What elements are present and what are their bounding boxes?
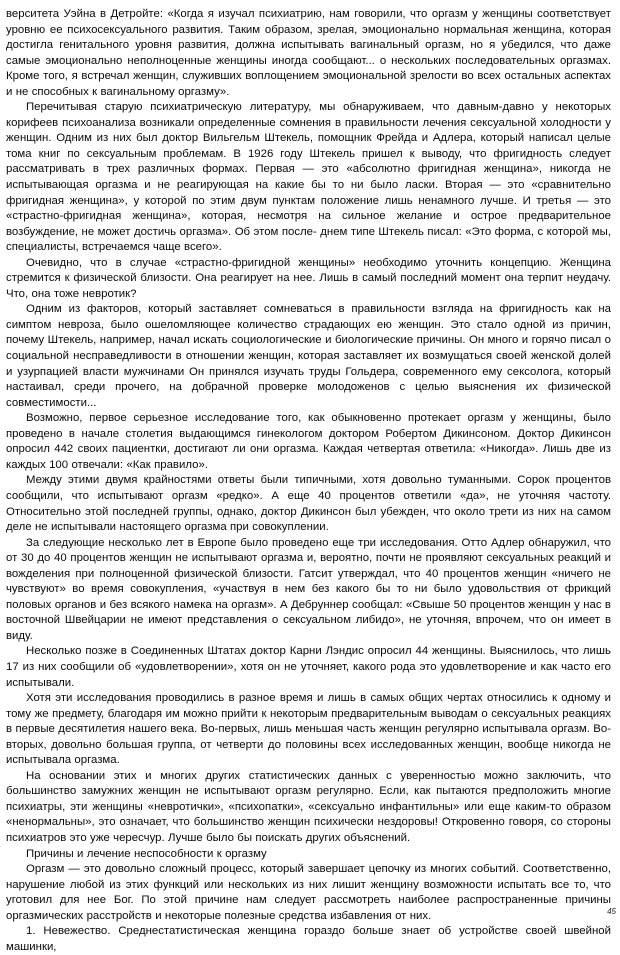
paragraph: Одним из факторов, который заставляет сомневаться в правильности взгляда на фригидность как на симптом невроза, было ошеломляющее количество страдающих ею женщин. Это стало одной из причин, почему Штекель, например, начал искать социологические и биологические причины. Он много и горячо писал о социальной несправедливости в отношении женщин, которая заставляет их возмущаться своей женской долей и узурпацией власти мужчинами Он принялся изучать труды Гольдера, современного ему сексолога, который настаивал, среди прочего, на добрачной проверке молодоженов с целью выяснения их физической совместимости...: [6, 303, 611, 409]
paragraph: Возможно, первое серьезное исследование того, как обыкновенно протекает оргазм у женщины, было проведено в начале столетия выдающимся гинекологом доктором Робертом Дикинсоном. Доктор Дикинсон опросил 442 своих пациентки, достигают ли они оргазма. Каждая четвертая ответила: «Никогда». Лишь две из каждых 100 отвечали: «Как правило».: [6, 412, 611, 471]
page-number: 45: [607, 907, 616, 917]
section-heading-paragraph: Причины и лечение неспособности к оргазму: [26, 847, 267, 860]
paragraph: верситета Уэйна в Детройте: «Когда я изучал психиатрию, нам говорили, что оргазм у женщины соответствует уровню ее психосексуального развития. Таким образом, зрелая, эмоционально нормальная женщина, которая достигла генитального уровня развития, должна испытывать вагинальный оргазм, но я убедился, что даже самые эмоционально неполноценные женщины иногда сообщают... о нескольких последовательных оргазмах. Кроме того, я встречал женщин, служивших воплощением эмоциональной зрелости во всех остальных аспектах и не способных к вагинальному оргазму».: [6, 8, 611, 98]
paragraph: Несколько позже в Соединенных Штатах доктор Карни Лэндис опросил 44 женщины. Выяснилось, что лишь 17 из них сообщили об «удовлетворении», хотя он не уточняет, какого рода это удовлетворение и как часто его испытывали.: [6, 645, 611, 689]
paragraph: Хотя эти исследования проводились в разное время и лишь в самых общих чертах относились к одному и тому же предмету, благодаря им можно прийти к некоторым предварительным выводам о сексуальных реакциях в первые десятилетия нашего века. Во-первых, лишь меньшая часть женщин регулярно испытывала оргазм. Во-вторых, довольно большая группа, от четверти до половины всех исследованных женщин, вообще никогда не испытывала оргазма.: [6, 692, 611, 767]
paragraph: На основании этих и многих других статистических данных с уверенностью можно заключить, что большинство замужних женщин не испытывают оргазм регулярно. Если, как пытаются предположить многие психиатры, эти женщины «невротички», «психопатки», «сексуально инфантильны» или еще каким-то образом «ненормальны», это означает, что большинство женщин психически нездоровы! Откровенно говоря, со стороны психиатров это уже чересчур. Лучше было бы поискать других объяснений.: [6, 769, 611, 844]
paragraph: За следующие несколько лет в Европе было проведено еще три исследования. Отто Адлер обнаружил, что от 30 до 40 процентов женщин не испытывают оргазма и, вероятно, почти не проявляют сексуальных реакций и вожделения при полноценной физической близости. Гатсит утверждал, что 40 процентов женщин «ничего не чувствуют» во время совокупления, «участвуя в нем без какого бы то ни было удовольствия от фрикций половых органов и без всякого намека на оргазм». А Дебруннер сообщал: «Свыше 50 процентов женщин у нас в восточной Швейцарии не имеют представления о сексуальном либидо», не уточняя, впрочем, что он имеет в виду.: [6, 536, 611, 642]
paragraph: Очевидно, что в случае «страстно-фригидной женщины» необходимо уточнить концепцию. Женщина стремится к физической близости. Она реагирует на нее. Лишь в самый последний момент она терпит неудачу. Что, она тоже невротик?: [6, 256, 611, 300]
paragraph: Оргазм — это довольно сложный процесс, который завершает цепочку из многих событий. Соответственно, нарушение любой из этих функций или нескольких из них лишит женщину возможности испытать все то, что уготовил для нее Бог. По этой причине нам следует рассмотреть наиболее распространенные причины оргазмических расстройств и некоторые полезные средства избавления от них.: [6, 863, 611, 922]
paragraph: Перечитывая старую психиатрическую литературу, мы обнаруживаем, что давным-давно у некоторых корифеев психоанализа возникали определенные сомнения в правильности лечения сексуальной холодности у женщин. Одним из них был доктор Вильгельм Штекель, помощник Фрейда и Адлера, который написал целые тома книг по сексуальным проблемам. В 1926 году Штекель пришел к выводу, что фригидность следует рассматривать в трех различных формах. Первая — это «абсолютно фригидная женщина», никогда не испытывающая оргазма и не реагирующая на какие бы то ни было ласки. Вторая — это «сравнительно фригидная женщина», у которой по этим двум пунктам положение лишь ненамного лучше. И третья — это «страстно-фригидная женщина», которая, несмотря на сильное желание и острое предварительное возбуждение, не может достичь оргазма». Об этом после- днем типе Штекель писал: «Это форма, с которой мы, специалисты, встречаемся чаще всего».: [6, 101, 611, 254]
paragraph: 1. Невежество. Среднестатистическая женщина гораздо больше знает об устройстве своей швейной машинки,: [6, 925, 611, 953]
paragraph: Между этими двумя крайностями ответы были типичными, хотя довольно туманными. Сорок процентов сообщили, что испытывают оргазм «редко». А еще 40 процентов ответили «да», не уточняя частоту. Относительно этой последней группы, однако, доктор Дикинсон был убежден, что около трети из них на самом деле не испытывали настоящего оргазма при совокуплении.: [6, 474, 611, 534]
